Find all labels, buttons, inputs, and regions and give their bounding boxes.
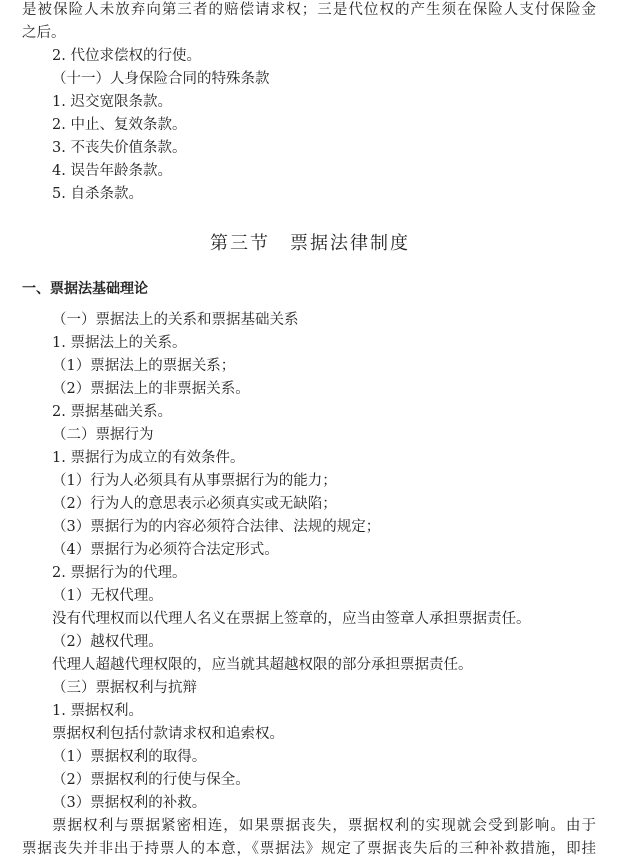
list-item: （1）行为人必须具有从事票据行为的能力； — [52, 473, 337, 489]
section-title: 第三节 票据法律制度 — [210, 233, 410, 254]
paragraph-line: 票据权利与票据紧密相连，如果票据丧失，票据权利的实现就会受到影响。由于 — [52, 818, 596, 834]
subsection-heading: （二）票据行为 — [52, 427, 154, 443]
heading: 一、票据法基础理论 — [22, 281, 148, 297]
list-item: 2. 中止、复效条款。 — [52, 117, 187, 133]
paragraph-line: 是被保险人未放弃向第三者的赔偿请求权；三是代位权的产生须在保险人支付保险金 — [22, 2, 596, 18]
list-item: 3. 不丧失价值条款。 — [52, 140, 187, 156]
list-item: 1. 票据法上的关系。 — [52, 335, 187, 351]
list-item: 1. 票据行为成立的有效条件。 — [52, 450, 245, 466]
list-item: （2）票据法上的非票据关系。 — [52, 381, 250, 397]
list-item: （2）票据权利的行使与保全。 — [52, 772, 250, 788]
subsection-heading: （一）票据法上的关系和票据基础关系 — [52, 312, 299, 328]
list-item: （2）行为人的意思表示必须真实或无缺陷； — [52, 496, 337, 512]
list-item: 2. 代位求偿权的行使。 — [52, 48, 201, 64]
list-item: （4）票据行为必须符合法定形式。 — [52, 542, 279, 558]
paragraph-line: 代理人超越代理权限的，应当就其超越权限的部分承担票据责任。 — [52, 657, 473, 673]
list-item: （3）票据行为的内容必须符合法律、法规的规定； — [52, 519, 381, 535]
paragraph-line: 票据丧失并非出于持票人的本意，《票据法》规定了票据丧失后的三种补救措施，即挂 — [22, 841, 596, 857]
list-item: 1. 票据权利。 — [52, 703, 143, 719]
list-item: （2）越权代理。 — [52, 634, 163, 650]
list-item: （1）无权代理。 — [52, 588, 163, 604]
paragraph-line: 之后。 — [22, 25, 66, 41]
subsection-heading: （三）票据权利与抗辩 — [52, 680, 197, 696]
paragraph-line: 票据权利包括付款请求权和追索权。 — [52, 726, 284, 742]
list-item: 4. 误告年龄条款。 — [52, 163, 172, 179]
list-item: （3）票据权利的补救。 — [52, 795, 207, 811]
list-item: （1）票据权利的取得。 — [52, 749, 207, 765]
list-item: 2. 票据行为的代理。 — [52, 565, 187, 581]
subsection-heading: （十一）人身保险合同的特殊条款 — [52, 71, 270, 87]
paragraph-line: 没有代理权而以代理人名义在票据上签章的，应当由签章人承担票据责任。 — [52, 611, 531, 627]
list-item: 2. 票据基础关系。 — [52, 404, 172, 420]
list-item: （1）票据法上的票据关系； — [52, 358, 236, 374]
list-item: 1. 迟交宽限条款。 — [52, 94, 172, 110]
list-item: 5. 自杀条款。 — [52, 186, 143, 202]
